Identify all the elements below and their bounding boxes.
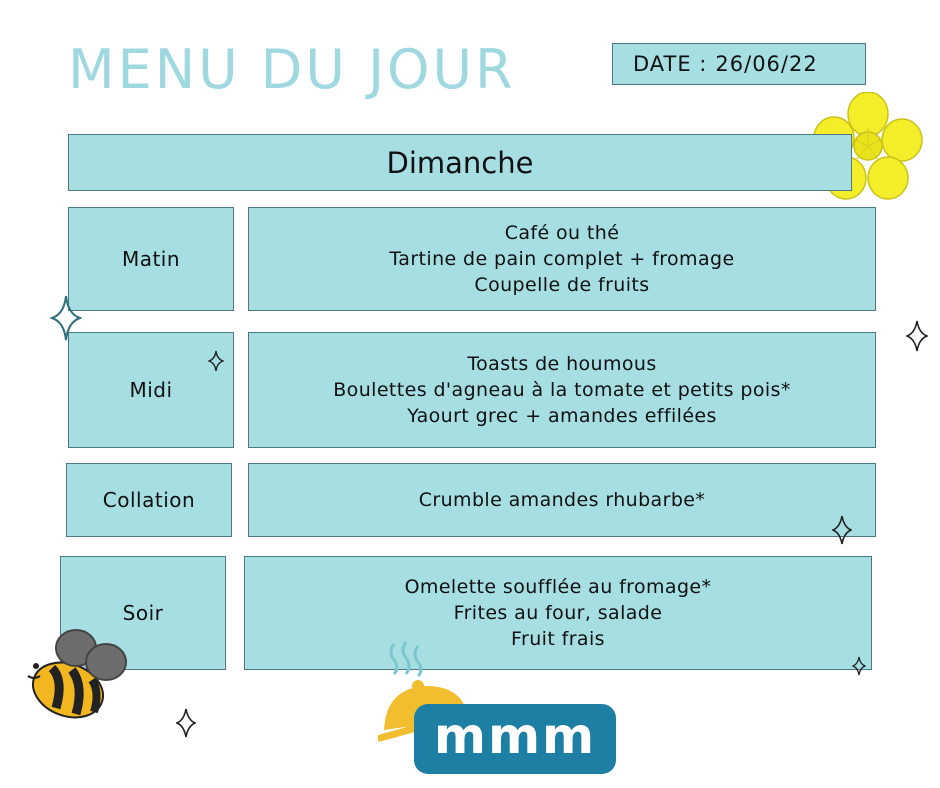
meal-item: Omelette soufflée au fromage* [404,576,712,598]
meal-item: Boulettes d'agneau à la tomate et petits pois* [333,379,791,401]
meal-content-midi [248,332,876,448]
date-label: DATE : [633,52,708,76]
meal-content-soir [244,556,872,670]
meal-item: Yaourt grec + amandes effilées [407,405,717,427]
meal-label-matin: Matin [68,207,234,311]
sparkle-icon [832,515,852,545]
sparkle-icon [208,350,224,372]
logo-text: mmm [433,707,597,765]
bee-icon [18,628,134,724]
meal-item: Fruit frais [511,628,605,650]
date-box [612,43,866,85]
meal-content-matin [248,207,876,311]
logo-badge [414,704,616,774]
meal-item: Toasts de houmous [467,353,657,375]
meal-label-soir: Soir [60,556,226,670]
page-title: MENU DU JOUR [68,38,516,101]
meal-item: Crumble amandes rhubarbe* [418,489,706,511]
sparkle-icon [50,294,82,342]
meal-item: Frites au four, salade [453,602,663,624]
date-value: 26/06/22 [715,52,818,76]
meal-label-midi: Midi [68,332,234,448]
meal-item: Café ou thé [504,222,620,244]
meal-content-collation [248,463,876,537]
meal-item: Tartine de pain complet + fromage [389,248,735,270]
sparkle-icon [906,320,928,352]
day-header: Dimanche [68,134,852,191]
sparkle-icon [852,656,866,676]
sparkle-icon [176,708,196,738]
meal-label-collation: Collation [66,463,232,537]
meal-item: Coupelle de fruits [474,274,650,296]
